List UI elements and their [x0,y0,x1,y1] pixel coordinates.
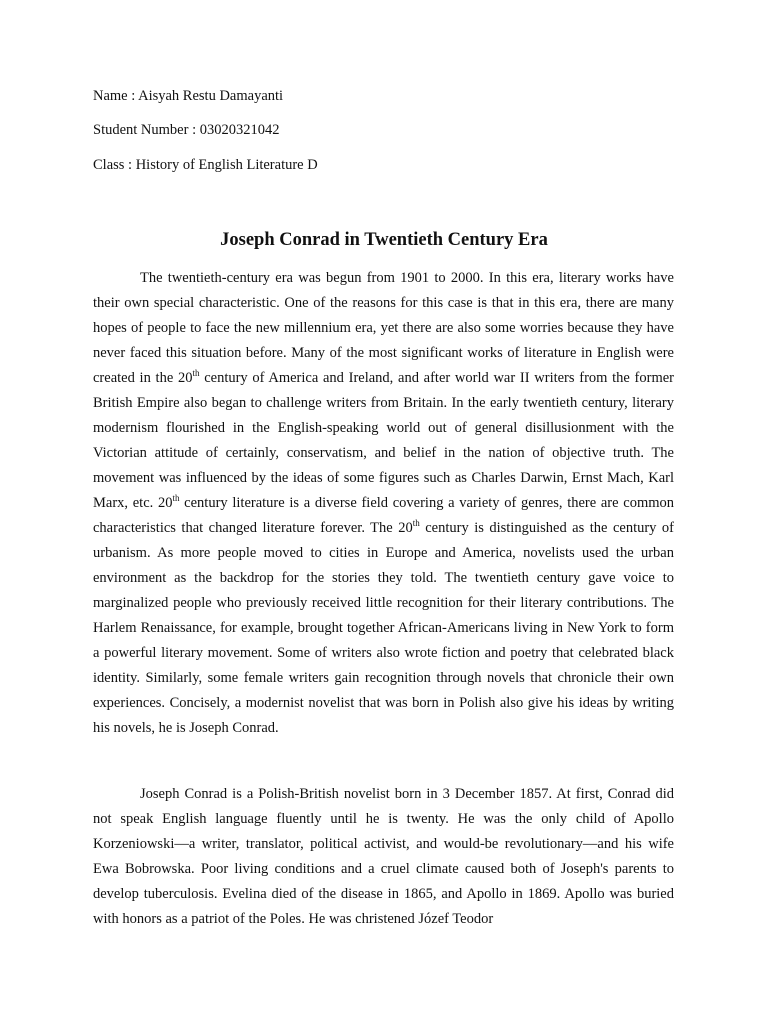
paragraph-1 [93,266,674,741]
student-name-line: Name : Aisyah Restu Damayanti [93,88,284,104]
document-title: Joseph Conrad in Twentieth Century Era [220,230,548,250]
paragraph-1-part-2: century of America and Ireland, and after world war II writers from the former British Empire also began to challenge writers from Britain. In the early twentieth century, literary modernism flourished in the English-speaking world out of general disillusionment with the Victorian attitude of certainly, conservatism, and belief in the nation of objective truth. The movement was influenced by the ideas of some figures such as Charles Darwin, Ernst Mach, Karl Marx, etc. 20 [93,370,674,511]
ordinal-suffix-3: th [412,518,420,528]
paragraph-1-part-1: The twentieth-century era was begun from 1901 to 2000. In this era, literary works have their own special characteristic. One of the reasons for this case is that in this era, there are many hopes of people to face the new millennium era, yet there are also some worries because they have never faced this situation before. Many of the most significant works of literature in English were created in the 20 [93,270,674,386]
ordinal-suffix-1: th [192,368,200,378]
paragraph-1-part-3: century literature is a diverse field covering a variety of genres, there are common characteristics that changed literature forever. The 20 [93,495,675,536]
class-line: Class : History of English Literature D [93,157,318,173]
paragraph-1-part-4: century is distinguished as the century of urbanism. As more people moved to cities in Europe and America, novelists used the urban environment as the backdrop for the stories they told. The twentieth century gave voice to marginalized people who previously received little recognition for their literary contributions. The Harlem Renaissance, for example, brought together African-Americans living in New York to form a powerful literary movement. Some of writers also wrote fiction and poetry that celebrated black identity. Similarly, some female writers gain recognition through novels that chronicle their own experiences. Concisely, a modernist novelist that was born in Polish also give his ideas by writing his novels, he is Joseph Conrad. [93,520,675,736]
ordinal-suffix-2: th [172,493,180,503]
student-number-line: Student Number : 03020321042 [93,122,280,138]
paragraph-2: Joseph Conrad is a Polish-British novelist born in 3 December 1857. At first, Conrad did not speak English language fluently until he is twenty. He was the only child of Apollo Korzeniowski—a writer, translator, political activist, and would-be revolutionary—and his wife Ewa Bobrowska. Poor living conditions and a cruel climate caused both of Joseph's parents to develop tuberculosis. Evelina died of the disease in 1865, and Apollo in 1869. Apollo was buried with honors as a patriot of the Poles. He was christened Józef Teodor [93,786,674,927]
